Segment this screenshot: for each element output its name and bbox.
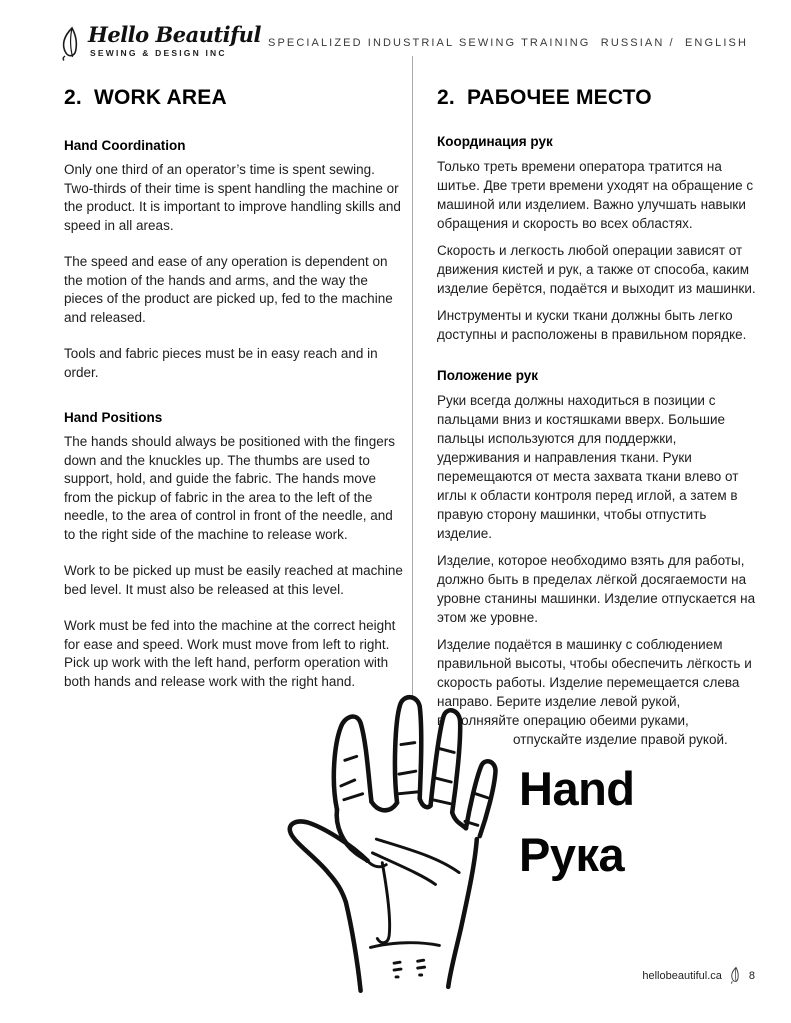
brand-name: Hello Beautiful xyxy=(88,22,261,47)
english-paragraph: Work to be picked up must be easily reached at machine bed level. It must also be released at this level. xyxy=(64,563,403,597)
russian-section-hand-coordination xyxy=(437,134,758,344)
english-paragraph: The hands should always be positioned with the fingers down and the knuckles up. The thumbs are used to support, hold, and guide the fabric. The hands move from the pickup of fabric in the area to the left of the needle, to the area of control in front of the needle, and to the right side of the machine to release work. xyxy=(64,434,395,542)
english-paragraph: Only one third of an operator’s time is spent sewing. Two-thirds of their time is spent handling the machine or the product. It is important to improve handling skills and speed in all areas. xyxy=(64,162,401,233)
brand-subtitle: SEWING & DESIGN INC xyxy=(90,48,227,58)
leaf-footer-icon xyxy=(729,966,742,985)
english-paragraph: The speed and ease of any operation is dependent on the motion of the hands and arms, and the way the pieces of the product are picked up, fed to the machine and released. xyxy=(64,254,393,325)
english-section-title: 2. WORK AREA xyxy=(64,86,227,109)
hand-illustration xyxy=(272,682,528,1010)
figure-caption xyxy=(519,756,635,888)
brand-logo xyxy=(58,24,261,62)
column-divider xyxy=(412,56,413,733)
document-header-title: SPECIALIZED INDUSTRIAL SEWING TRAINING RUSSIAN / ENGLISH xyxy=(268,37,748,49)
english-column xyxy=(64,86,406,709)
footer-website: hellobeautiful.ca xyxy=(642,969,722,982)
russian-paragraph: Только треть времени оператора тратится на шитье. Две трети времени уходят на обращение с машиной или изделием. Важно улучшать навыки обращения и скорость во всех областях. xyxy=(437,159,754,231)
english-paragraph: Tools and fabric pieces must be in easy reach and in order. xyxy=(64,346,378,380)
english-paragraph: Work must be fed into the machine at the correct height for ease and speed. Work must move from left to right. Pick up work with the left hand, perform operation with both hands and release work with the right hand. xyxy=(64,618,396,689)
leaf-logo-icon xyxy=(58,26,84,62)
russian-section-title: 2. РАБОЧЕЕ МЕСТО xyxy=(437,86,652,109)
figure-caption-english: Hand xyxy=(519,762,635,815)
russian-paragraph: Изделие, которое необходимо взять для работы, должно быть в пределах лёгкой досягаемости на уровне станины машинки. Изделие отпускается на этом же уровне. xyxy=(437,553,756,625)
russian-paragraph-indented-line: отпускайте изделие правой рукой. xyxy=(513,732,728,747)
russian-paragraph: Инструменты и куски ткани должны быть легко доступны и расположены в правильном порядке. xyxy=(437,308,747,342)
english-section-hand-coordination xyxy=(64,138,406,382)
russian-paragraph: Изделие подаётся в машинку с соблюдением правильной высоты, чтобы обеспечить лёгкость и скорость работы. Изделие перемещается слева направо. Берите изделие левой рукой, выполняяйте операцию обеими руками, xyxy=(437,637,752,728)
page-number: 8 xyxy=(748,969,755,982)
russian-column xyxy=(437,86,758,757)
english-heading-hand-positions: Hand Positions xyxy=(64,410,163,425)
russian-paragraph: Руки всегда должны находиться в позиции с пальцами вниз и костяшками вверх. Большие пальцы используются для поддержки, удерживания и направления ткани. Руки перемещаются от места захвата ткани влево от иглы к области контроля перед иглой, а затем в правую сторону машинки, чтобы отпустить изделие. xyxy=(437,393,739,541)
figure-caption-russian: Рука xyxy=(519,828,625,881)
russian-heading-hand-positions: Положение рук xyxy=(437,368,539,383)
russian-paragraph: Скорость и легкость любой операции зависят от движения кистей и рук, а также от способа, каким изделие берётся, подаётся и выходит из машинки. xyxy=(437,243,756,296)
english-heading-hand-coordination: Hand Coordination xyxy=(64,138,186,153)
page-footer xyxy=(642,966,755,985)
english-section-hand-positions xyxy=(64,410,406,691)
russian-heading-hand-coordination: Координация рук xyxy=(437,134,553,149)
